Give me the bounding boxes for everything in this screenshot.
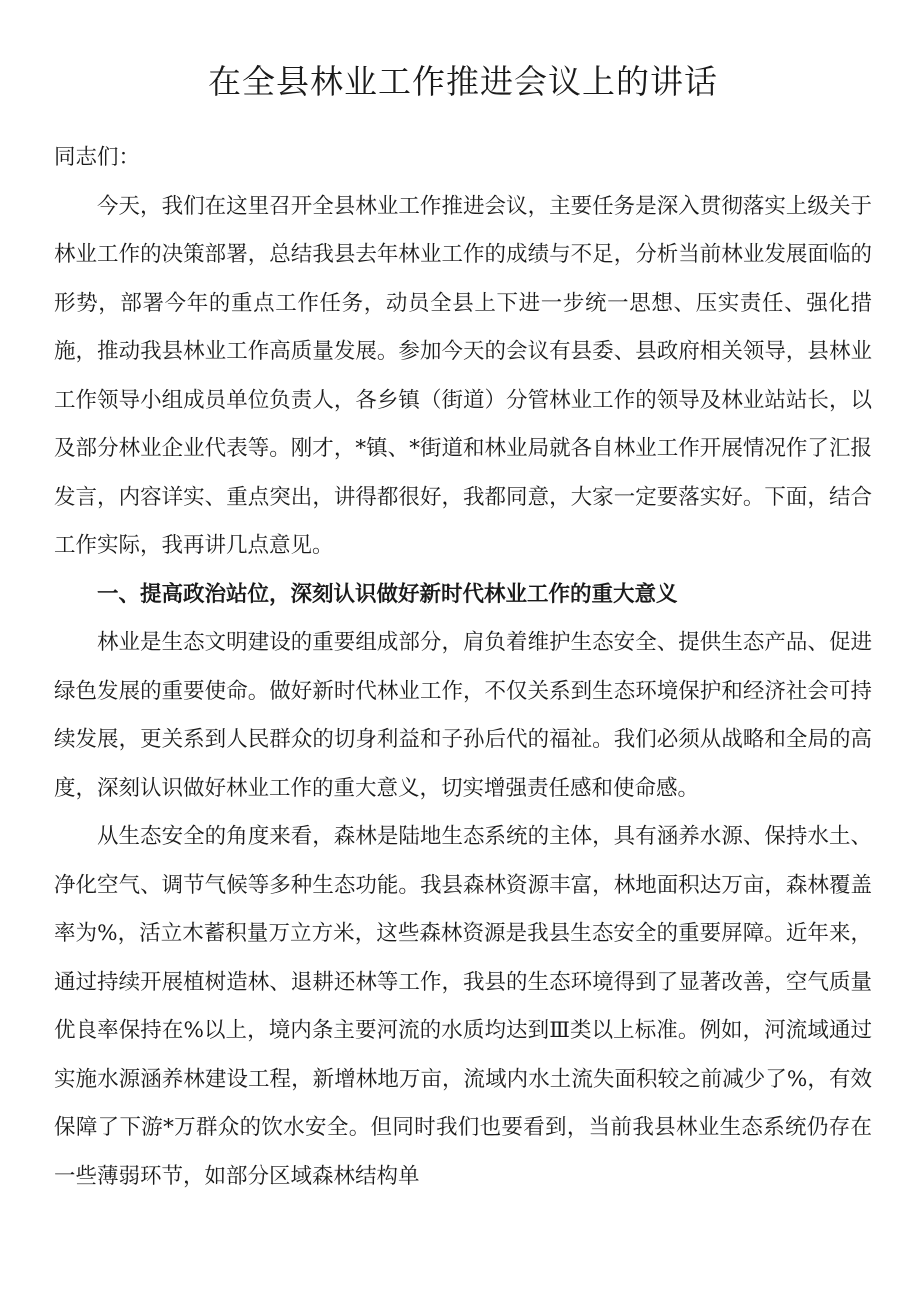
intro-paragraph: 今天，我们在这里召开全县林业工作推进会议，主要任务是深入贯彻落实上级关于林业工作的决策部署，总结我县去年林业工作的成绩与不足，分析当前林业发展面临的形势，部署今年的重点工作任务，动员全县上下进一步统一思想、压实责任、强化措施，推动我县林业工作高质量发展。参加今天的会议有县委、县政府相关领导，县林业工作领导小组成员单位负责人，各乡镇（街道）分管林业工作的领导及林业站站长，以及部分林业企业代表等。刚才，*镇、*街道和林业局就各自林业工作开展情况作了汇报发言，内容详实、重点突出，讲得都很好，我都同意，大家一定要落实好。下面，结合工作实际，我再讲几点意见。: [54, 193, 872, 558]
section-paragraph: 从生态安全的角度来看，森林是陆地生态系统的主体，具有涵养水源、保持水土、净化空气、调节气候等多种生态功能。我县森林资源丰富，林地面积达万亩，森林覆盖率为%，活立木蓄积量万立方米，这些森林资源是我县生态安全的重要屏障。近年来，通过持续开展植树造林、退耕还林等工作，我县的生态环境得到了显著改善，空气质量优良率保持在%以上，境内条主要河流的水质均达到Ⅲ类以上标准。例如，河流域通过实施水源涵养林建设工程，新增林地万亩，流域内水土流失面积较之前减少了%，有效保障了下游*万群众的饮水安全。但同时我们也要看到，当前我县林业生态系统仍存在一些薄弱环节，如部分区域森林结构单: [54, 824, 872, 1189]
document-page: [54, 60, 872, 1201]
section-heading: 一、提高政治站位，深刻认识做好新时代林业工作的重大意义: [97, 581, 678, 607]
section-paragraph: 林业是生态文明建设的重要组成部分，肩负着维护生态安全、提供生态产品、促进绿色发展的重要使命。做好新时代林业工作，不仅关系到生态环境保护和经济社会可持续发展，更关系到人民群众的切身利益和子孙后代的福祉。我们必须从战略和全局的高度，深刻认识做好林业工作的重大意义，切实增强责任感和使命感。: [54, 630, 872, 801]
salutation: 同志们：: [54, 145, 141, 170]
document-title: 在全县林业工作推进会议上的讲话: [208, 62, 718, 101]
